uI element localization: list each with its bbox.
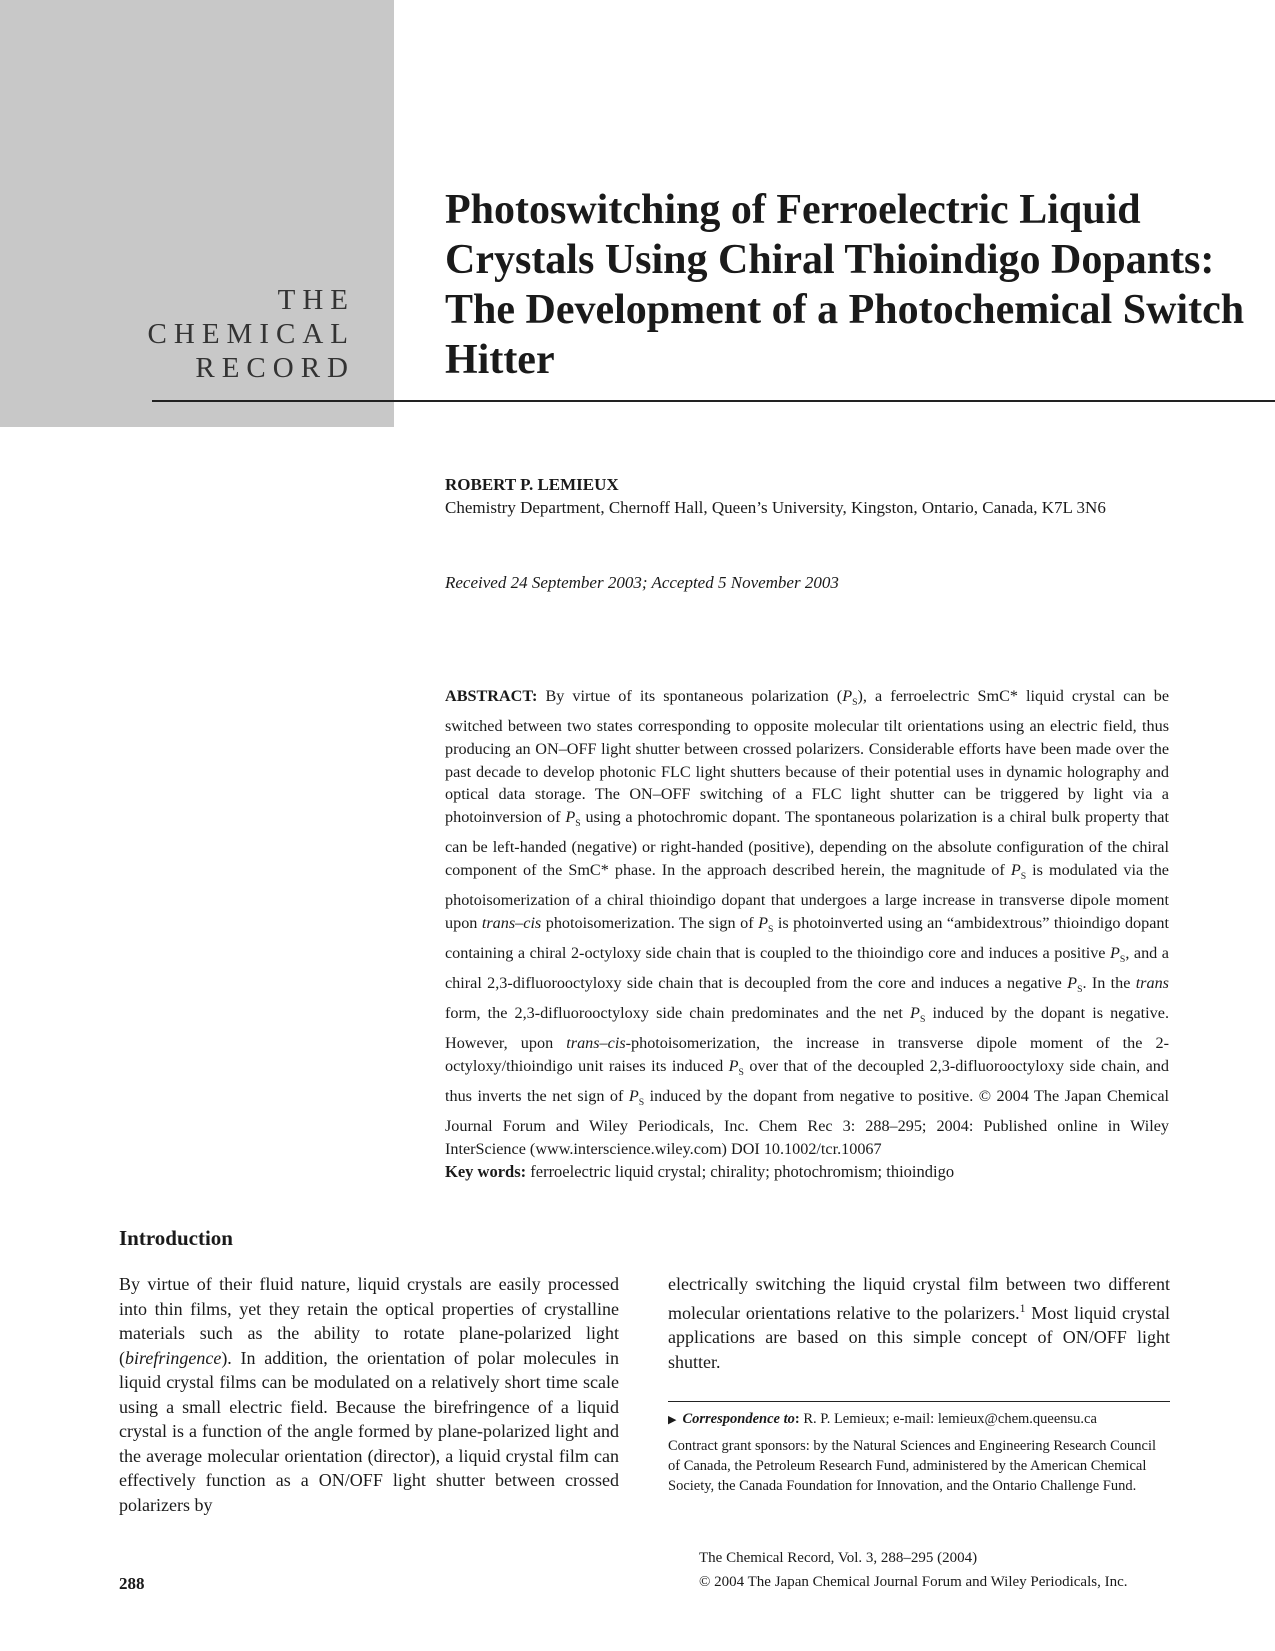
keywords-label: Key words: (445, 1162, 527, 1181)
grant-sponsors: Contract grant sponsors: by the Natural Sciences and Engineering Research Council of Canada, the Petroleum Research Fund, administered by the American Chemical Society, the Canada Foundation for Innovation, and the Ontario Challenge Fund. (668, 1438, 1157, 1494)
abstract-text: -photoisomerization, the increase in transverse dipole moment of the 2-octyloxy/thioindigo unit raises its induced (445, 1034, 1169, 1075)
abstract (445, 685, 1169, 1160)
abstract-text: is modulated via the photoisomerization of a chiral thioindigo dopant that undergoes a large increase in transverse dipole moment upon (445, 861, 1169, 932)
abstract-text: , and a chiral 2,3-difluorooctyloxy side chain that is decoupled from the core and induces a negative (445, 943, 1169, 992)
page-number: 288 (119, 1574, 145, 1593)
body-text: By virtue of their fluid nature, liquid crystals are easily processed into thin films, yet they retain the optical properties of crystalline materials such as the ability to rotate plane-polarized light ( (119, 1274, 619, 1368)
abstract-text: photoisomerization. The sign of (541, 913, 759, 932)
keywords-text: ferroelectric liquid crystal; chirality; photochromism; thioindigo (526, 1162, 955, 1181)
abstract-text: By virtue of its spontaneous polarization ( (537, 687, 843, 705)
body-text: ). In addition, the orientation of polar molecules in liquid crystal films can be modulated on a relatively short time scale using a small electric field. Because the birefringence of a liquid crystal is a function of the angle formed by plane-polarized light and the average molecular orientation (director), a liquid crystal film can effectively function as a ON/OFF light shutter between crossed polarizers by (119, 1347, 619, 1515)
abstract-text: induced by the dopant is negative. However, upon (445, 1003, 1169, 1052)
abstract-text: . In the (1082, 973, 1136, 992)
correspondence-note (668, 1411, 1097, 1428)
body-text: Most liquid crystal applications are based on this simple concept of ON/OFF light shutter. (668, 1302, 1170, 1372)
correspondence-colon: : (794, 1411, 800, 1427)
author-affiliation: Chemistry Department, Chernoff Hall, Queen’s University, Kingston, Ontario, Canada, K7L 3N6 (445, 498, 1106, 517)
ps-subscript: S (1077, 984, 1083, 996)
abstract-text: is photoinverted using an “ambidextrous” thioindigo dopant containing a chiral 2-octyloxy side chain that is coupled to the thioindigo core and induces a positive (445, 913, 1170, 962)
abstract-text: using a photochromic dopant. The spontaneous polarization is a chiral bulk property that can be left-handed (negative) or right-handed (positive), depending on the absolute configuration of the chiral component of the SmC* phase. In the approach described herein, the magnitude of (445, 808, 1169, 880)
ps-subscript: S (1020, 871, 1027, 883)
ps-subscript: S (638, 1097, 645, 1109)
ps-subscript: S (738, 1067, 744, 1079)
abstract-italic: trans–cis (566, 1034, 626, 1052)
abstract-text: induced by the dopant from negative to positive. © 2004 The Japan Chemical Journal Forum and Wiley Periodicals, Inc. Chem Rec 3: 288–295; 2004: Published online in Wiley InterScience (www.interscience.wiley.com) DOI 10.1002/tcr.10067 (445, 1086, 1170, 1158)
ps-symbol: P (1067, 973, 1078, 992)
footnote-rule (668, 1401, 1170, 1402)
journal-name-line: THE (277, 284, 355, 316)
abstract-text: ), a ferroelectric SmC* liquid crystal can be switched between two states corresponding to opposite molecular tilt orientations using an electric field, thus producing an ON–OFF light shutter between crossed polarizers. Considerable efforts have been made over the past decade to develop photonic FLC light shutters because of their potential uses in dynamic holography and optical data storage. The ON–OFF switching of a FLC light shutter can be triggered by light via a photoinversion of (445, 687, 1170, 827)
footer-citation: The Chemical Record, Vol. 3, 288–295 (2004) (699, 1550, 978, 1566)
keywords (445, 1162, 954, 1182)
ps-subscript: S (767, 924, 774, 936)
section-heading: Introduction (119, 1226, 233, 1250)
ps-symbol: P (1110, 943, 1120, 962)
abstract-italic: trans–cis (481, 913, 542, 932)
ps-symbol: P (565, 808, 576, 827)
ps-symbol: P (758, 913, 768, 932)
author-name: ROBERT P. LEMIEUX (445, 475, 619, 494)
ps-subscript: S (852, 697, 858, 709)
body-column-right (668, 1272, 1170, 1374)
ps-symbol: P (1010, 861, 1021, 880)
ps-symbol: P (842, 687, 853, 705)
ps-symbol: P (628, 1086, 639, 1105)
journal-name-line: CHEMICAL (147, 318, 355, 350)
received-dates: Received 24 September 2003; Accepted 5 November 2003 (445, 573, 839, 592)
journal-name (148, 283, 355, 385)
abstract-italic: trans (1135, 973, 1169, 992)
correspondence-text: R. P. Lemieux; e-mail: lemieux@chem.queensu.ca (799, 1411, 1097, 1427)
article-title: Photoswitching of Ferroelectric Liquid Crystals Using Chiral Thioindigo Dopants: The Development of a Photochemical Switch Hitter (445, 187, 1245, 383)
abstract-text: over that of the decoupled 2,3-difluorooctyloxy side chain, and thus inverts the net sign of (445, 1056, 1169, 1105)
reference-marker: 1 (1019, 1301, 1026, 1315)
body-text: electrically switching the liquid crystal film between two different molecular orientations relative to the polarizers. (668, 1274, 1170, 1323)
ps-subscript: S (919, 1014, 926, 1026)
journal-name-line: RECORD (195, 352, 355, 384)
ps-subscript: S (575, 818, 581, 830)
triangle-bullet-icon: ▶ (668, 1414, 677, 1426)
footer-copyright: © 2004 The Japan Chemical Journal Forum and Wiley Periodicals, Inc. (699, 1574, 1128, 1590)
body-column-left (119, 1272, 619, 1517)
abstract-label: ABSTRACT: (445, 687, 538, 705)
ps-subscript: S (1119, 954, 1126, 966)
ps-symbol: P (728, 1056, 739, 1075)
ps-symbol: P (910, 1003, 920, 1022)
abstract-text: form, the 2,3-difluorooctyloxy side chain predominates and the net (445, 1003, 911, 1022)
title-rule (152, 400, 1275, 402)
correspondence-label: Correspondence to (682, 1411, 795, 1427)
body-italic: birefringence (125, 1347, 222, 1368)
